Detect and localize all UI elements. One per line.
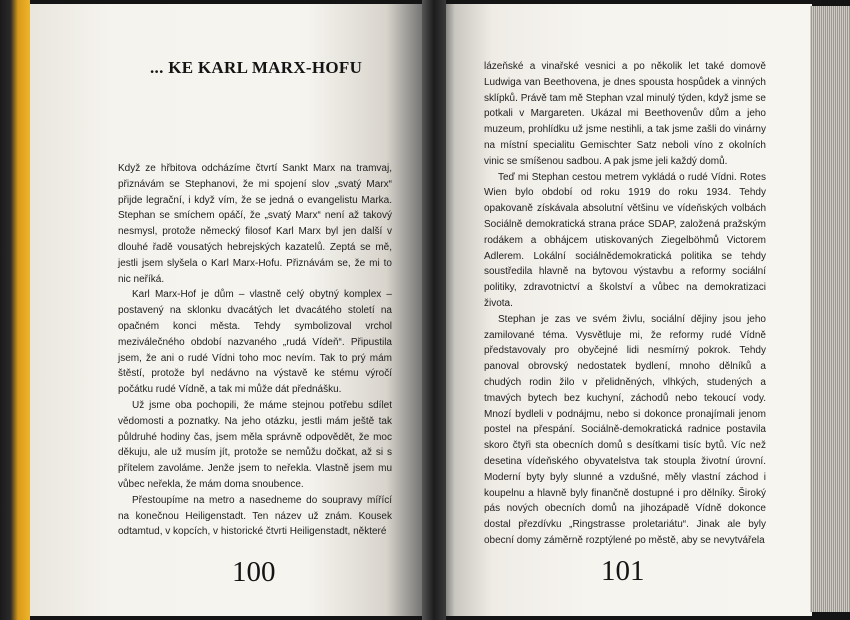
paragraph: Přestoupíme na metro a nasedneme do soupravy mířící na konečnou Heiligenstadt. Ten název už znám. Kousek odtamtud, v kopcích, v historické čtvrti Heiligenstadt, některé: [118, 494, 392, 538]
page-number-right: 101: [601, 555, 645, 587]
paragraph: Když ze hřbitova odcházíme čtvrtí Sankt Marx na tramvaj, přiznávám se Stephanovi, že mi spojení slov „svatý Marx“ přijde legrační, i když vím, že se jedná o evangelistu Marka. Stephan se smíchem opáčí, že „svatý Marx“ není až takový nesmysl, protože německý filosof Karl Marx byl jen další v dlouhé řadě vousatých hebrejských kazatelů. Zeptá se mě, jestli jsem slyšela o Karl Marx-Hofu. Přiznávám se, že mi to nic neříká.: [118, 163, 392, 285]
page-number-left: 100: [232, 556, 276, 588]
paragraph: Karl Marx-Hof je dům – vlastně celý obytný komplex – postavený na sklonku dvacátých let dvacátého století na opačném konci města. Tehdy symbolizoval vrchol meziválečného období nazvaného „rudá Vídeň“. Připustila jsem, že ani o rudé Vídni toho moc nevím. Tak to prý mám štěstí, protože byl nedávno na výstavě ke stému výročí počátku rudé Vídně, a tak mi může dát přednášku.: [118, 289, 392, 396]
left-page-text: [118, 161, 392, 540]
right-page-text: [484, 59, 766, 549]
book-gutter: [422, 0, 446, 620]
book-cover-edge: [0, 0, 30, 620]
paragraph: lázeňské a vinařské vesnici a po několik let také domově Ludwiga van Beethovena, je dnes spousta hospůdek a vinných sklípků. Právě tam mě Stephan vzal minulý týden, když jsme se potkali v Margareten. Ukázal mi Beethovenův dům a jeho muzeum, prohlídku už jsme nestihli, a tak jsme zašli do vinárny na místní specialitu Gemischter Satz neboli víno z okolních vinic se smíšenou sadbou. A pak jsme jeli každý domů.: [484, 61, 766, 167]
chapter-title: ... KE KARL MARX-HOFU: [150, 58, 363, 77]
paragraph: Už jsme oba pochopili, že máme stejnou potřebu sdílet vědomosti a poznatky. Na jeho otázku, jestli mám ještě tak půldruhé hodiny čas, jsem měla správně odpovědět, že moc děkuju, ale už musím jít, protože se nemůžu dočkat, až si s přítelem zavoláme. Jenže jsem to neřekla. Vlastně jsem mu vůbec neřekla, že mám doma snoubence.: [118, 399, 392, 490]
paragraph: Teď mi Stephan cestou metrem vykládá o rudé Vídni. Rotes Wien bylo období od roku 1919 do roku 1934. Tehdy opakovaně získávala absolutní většinu ve vídeňských volbách Sociálně demokratická strana práce SDAP, založená pražským rodákem a obhájcem utiskovaných Ziegelböhmů Victorem Adlerem. Lokální sociálnědemokratická politika se tehdy soustředila hlavně na bytovou výstavbu a reformy sociální politiky, zdravotnictví a školství a vůbec na demokratizaci života.: [484, 171, 766, 309]
page-stack-edges: [810, 6, 850, 612]
paragraph: Stephan je zas ve svém živlu, sociální dějiny jsou jeho zamilované téma. Vysvětluje mi, že reformy rudé Vídně představovaly pro obyčejné lidi nesmírný pokrok. Tehdy panoval obrovský nedostatek bydlení, mnoho dělníků a chudých rodin žilo v přelidněných, vlhkých, studených a tmavých bytech bez kuchyní, záchodů nebo tekoucí vody. Mnozí bydleli v podnájmu, nebo si dokonce pronajímali jenom postel na přespání. Sociálně-demokratická radnice postavila skoro čtyři sta obecních domů s desítkami tisíc bytů. Víc než desetina vídeňského obyvatelstva tak stoupla životní úrovní. Moderní byty byly slunné a vzdušné, měly vlastní záchod i koupelnu a hlavně byly finančně dostupné i pro dělníky. Široký pás nových obecních domů na jihozápadě Vídně dokonce dostal přezdívku „Ringstrasse proletariátu“. Jinak ale byly obecní domy záměrně rozptýlené po městě, aby se nevytvářela: [484, 313, 766, 546]
